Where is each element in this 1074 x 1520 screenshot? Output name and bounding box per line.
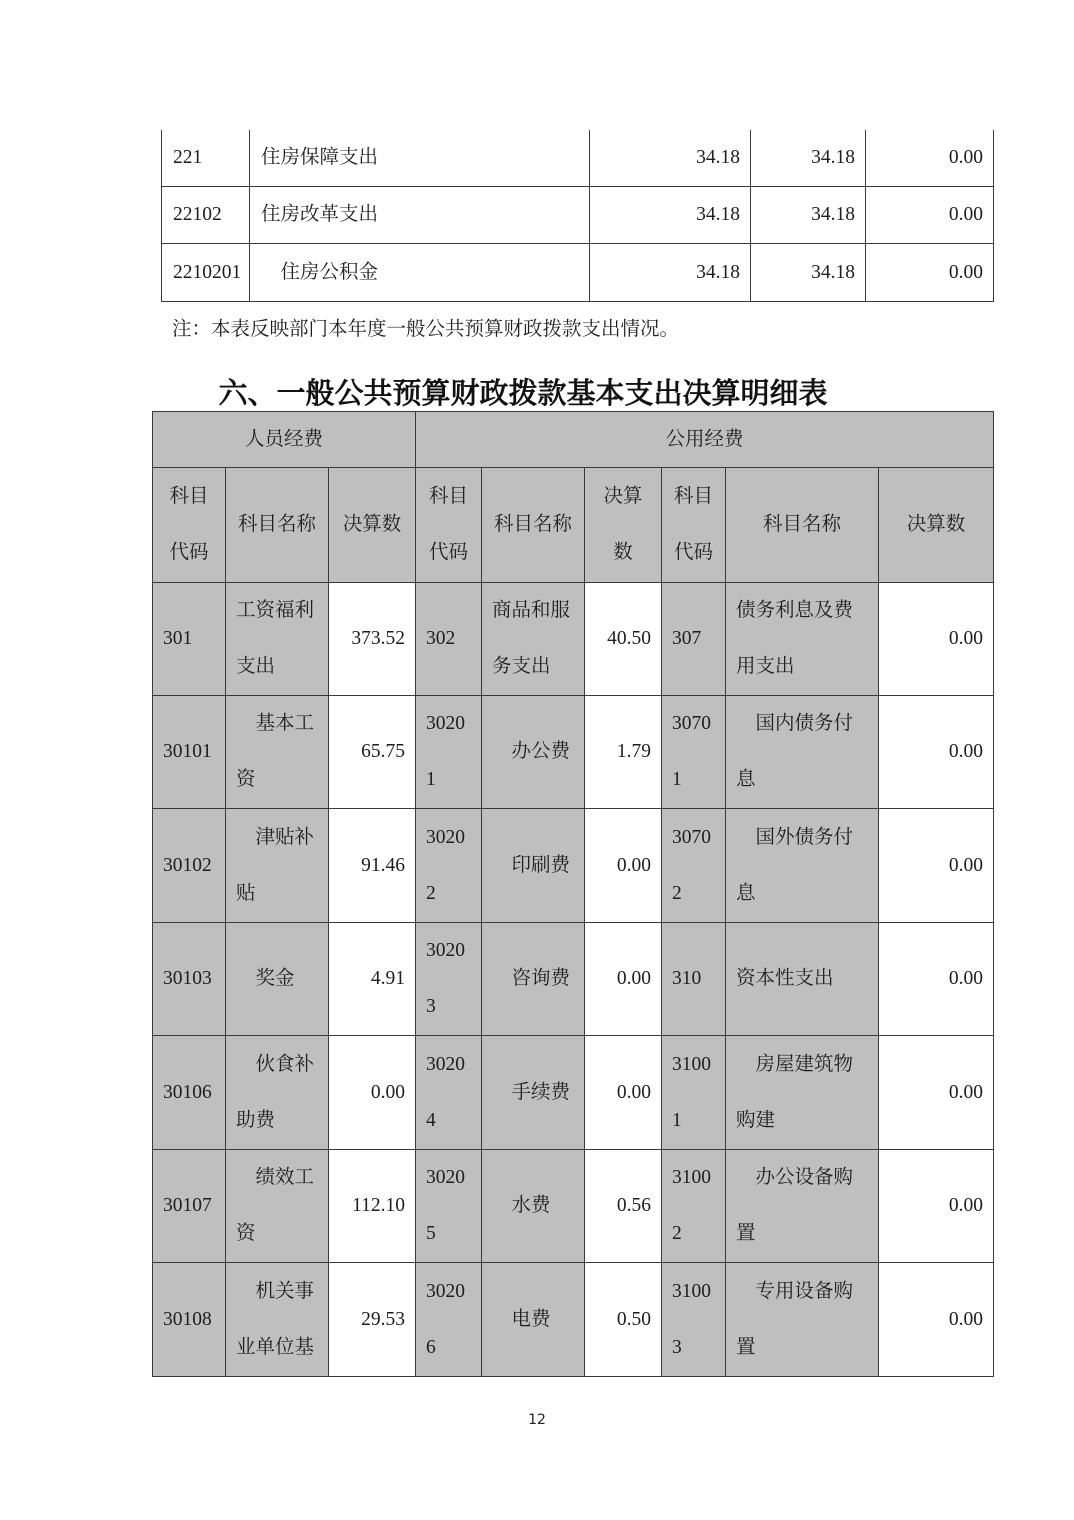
page-number: 12: [528, 1412, 546, 1428]
value-cell-3: 0.00: [866, 244, 994, 302]
subject-name-cell: 住房公积金: [250, 244, 590, 302]
public-code-cell-2: 30702: [662, 809, 726, 923]
header-amount: 决算数: [879, 468, 994, 583]
personnel-amount-cell: 29.53: [329, 1263, 416, 1377]
public-code-cell-2: 310: [662, 923, 726, 1036]
public-amount-cell: 0.50: [585, 1263, 662, 1377]
public-code-cell: 30201: [416, 696, 482, 809]
personnel-amount-cell: 0.00: [329, 1036, 416, 1150]
public-name-cell-2: 国外债务付息: [726, 809, 879, 923]
group-header-personnel: 人员经费: [153, 412, 416, 468]
public-code-cell: 30202: [416, 809, 482, 923]
section-title: 六、一般公共预算财政拨款基本支出决算明细表: [218, 376, 828, 410]
public-name-cell: 印刷费: [482, 809, 585, 923]
personnel-amount-cell: 65.75: [329, 696, 416, 809]
header-subject-name: 科目名称: [482, 468, 585, 583]
header-subject-code: 科目代码: [416, 468, 482, 583]
public-code-cell-2: 31003: [662, 1263, 726, 1377]
expenditure-table-continued: [161, 130, 994, 302]
personnel-code-cell: 301: [153, 583, 226, 696]
public-amount-cell-2: 0.00: [879, 809, 994, 923]
group-header-public: 公用经费: [416, 412, 994, 468]
public-amount-cell-2: 0.00: [879, 1263, 994, 1377]
public-amount-cell: 40.50: [585, 583, 662, 696]
public-name-cell: 办公费: [482, 696, 585, 809]
header-subject-code: 科目代码: [153, 468, 226, 583]
public-code-cell-2: 31001: [662, 1036, 726, 1150]
public-code-cell: 30206: [416, 1263, 482, 1377]
public-amount-cell: 0.56: [585, 1150, 662, 1263]
public-amount-cell: 1.79: [585, 696, 662, 809]
public-amount-cell-2: 0.00: [879, 1036, 994, 1150]
table-note: 注：本表反映部门本年度一般公共预算财政拨款支出情况。: [172, 319, 680, 340]
public-amount-cell: 0.00: [585, 809, 662, 923]
header-subject-code: 科目代码: [662, 468, 726, 583]
subject-name-cell: 住房保障支出: [250, 130, 590, 187]
value-cell-2: 34.18: [751, 130, 866, 187]
value-cell-3: 0.00: [866, 130, 994, 187]
personnel-code-cell: 30108: [153, 1263, 226, 1377]
personnel-name-cell: 基本工资: [226, 696, 329, 809]
public-code-cell: 30203: [416, 923, 482, 1036]
personnel-code-cell: 30106: [153, 1036, 226, 1150]
public-amount-cell-2: 0.00: [879, 583, 994, 696]
personnel-amount-cell: 112.10: [329, 1150, 416, 1263]
public-name-cell-2: 办公设备购置: [726, 1150, 879, 1263]
public-amount-cell: 0.00: [585, 1036, 662, 1150]
personnel-amount-cell: 373.52: [329, 583, 416, 696]
personnel-code-cell: 30107: [153, 1150, 226, 1263]
header-amount: 决算数: [585, 468, 662, 583]
public-amount-cell-2: 0.00: [879, 696, 994, 809]
header-subject-name: 科目名称: [226, 468, 329, 583]
subject-code-cell: 22102: [162, 187, 250, 244]
value-cell-1: 34.18: [590, 244, 751, 302]
public-code-cell: 30204: [416, 1036, 482, 1150]
personnel-code-cell: 30101: [153, 696, 226, 809]
public-amount-cell: 0.00: [585, 923, 662, 1036]
public-name-cell: 手续费: [482, 1036, 585, 1150]
value-cell-2: 34.18: [751, 187, 866, 244]
public-amount-cell-2: 0.00: [879, 1150, 994, 1263]
public-amount-cell-2: 0.00: [879, 923, 994, 1036]
personnel-code-cell: 30102: [153, 809, 226, 923]
personnel-name-cell: 伙食补助费: [226, 1036, 329, 1150]
personnel-name-cell: 津贴补贴: [226, 809, 329, 923]
public-name-cell-2: 专用设备购置: [726, 1263, 879, 1377]
personnel-name-cell: 奖金: [226, 923, 329, 1036]
public-name-cell-2: 国内债务付息: [726, 696, 879, 809]
basic-expenditure-detail-table: [152, 411, 994, 1377]
public-code-cell: 302: [416, 583, 482, 696]
public-code-cell: 30205: [416, 1150, 482, 1263]
subject-code-cell: 221: [162, 130, 250, 187]
value-cell-2: 34.18: [751, 244, 866, 302]
personnel-amount-cell: 91.46: [329, 809, 416, 923]
personnel-name-cell: 机关事业单位基: [226, 1263, 329, 1377]
subject-name-cell: 住房改革支出: [250, 187, 590, 244]
public-name-cell-2: 房屋建筑物购建: [726, 1036, 879, 1150]
public-name-cell-2: 债务利息及费用支出: [726, 583, 879, 696]
value-cell-1: 34.18: [590, 187, 751, 244]
personnel-name-cell: 工资福利支出: [226, 583, 329, 696]
public-code-cell-2: 31002: [662, 1150, 726, 1263]
public-code-cell-2: 30701: [662, 696, 726, 809]
personnel-name-cell: 绩效工资: [226, 1150, 329, 1263]
header-amount: 决算数: [329, 468, 416, 583]
value-cell-3: 0.00: [866, 187, 994, 244]
public-code-cell-2: 307: [662, 583, 726, 696]
public-name-cell: 水费: [482, 1150, 585, 1263]
public-name-cell-2: 资本性支出: [726, 923, 879, 1036]
public-name-cell: 电费: [482, 1263, 585, 1377]
public-name-cell: 咨询费: [482, 923, 585, 1036]
personnel-code-cell: 30103: [153, 923, 226, 1036]
public-name-cell: 商品和服务支出: [482, 583, 585, 696]
value-cell-1: 34.18: [590, 130, 751, 187]
header-subject-name: 科目名称: [726, 468, 879, 583]
subject-code-cell: 2210201: [162, 244, 250, 302]
personnel-amount-cell: 4.91: [329, 923, 416, 1036]
